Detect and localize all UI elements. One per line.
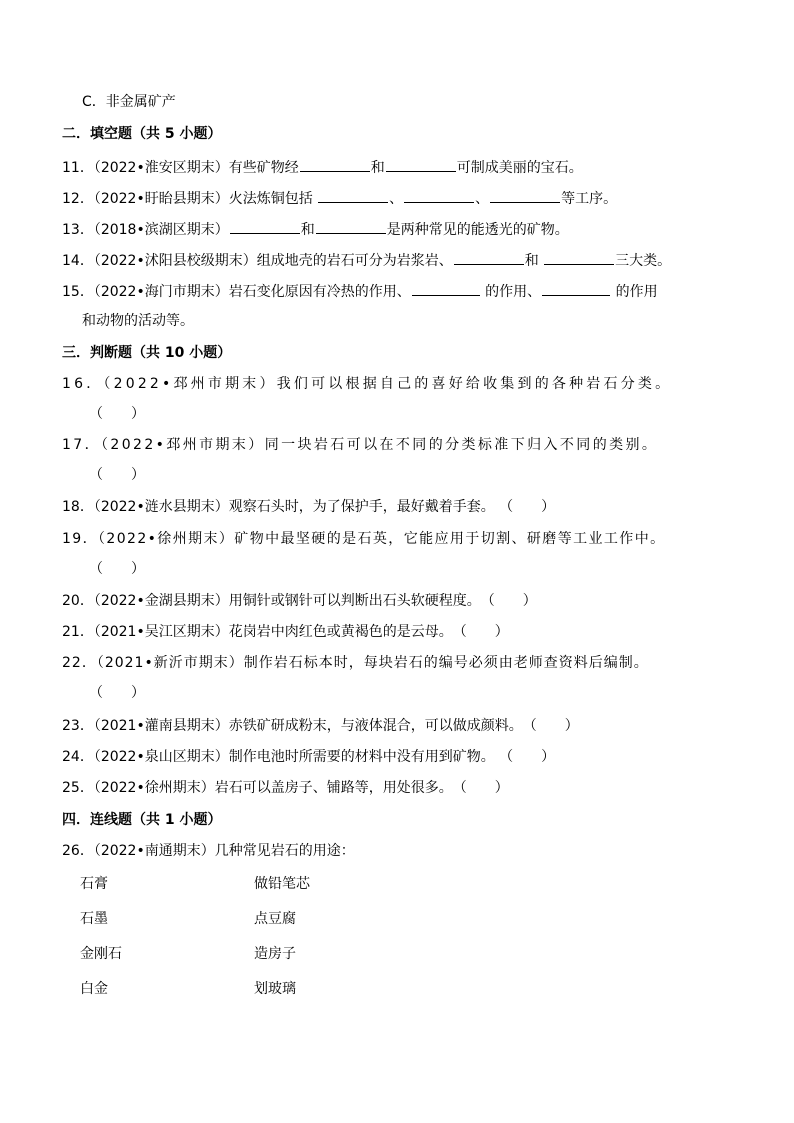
q15-blank-2[interactable] <box>542 280 610 296</box>
q12-suffix: 等工序。 <box>561 191 618 207</box>
q14-mid: 和 <box>524 253 544 269</box>
q11-blank-1[interactable] <box>300 156 370 172</box>
match-left-1[interactable]: 石膏 <box>80 876 108 892</box>
q11-prefix: 11．（2022•淮安区期末）有些矿物经 <box>62 160 299 176</box>
q18-text: 18．（2022•涟水县期末）观察石头时，为了保护手，最好戴着手套。 <box>62 499 495 515</box>
question-23 <box>62 716 579 736</box>
q17-answer-paren[interactable]: （ ） <box>89 467 145 483</box>
question-21 <box>62 622 509 642</box>
q13-suffix: 是两种常见的能透光的矿物。 <box>386 222 569 238</box>
question-15-line-2: 和动物的活动等。 <box>82 313 194 329</box>
question-17: 17．（2022•邳州市期末）同一块岩石可以在不同的分类标准下归入不同的类别。 <box>62 437 659 453</box>
q15-prefix: 15．（2022•海门市期末）岩石变化原因有冷热的作用、 <box>62 284 411 300</box>
q12-blank-1[interactable] <box>318 187 388 203</box>
q14-blank-1[interactable] <box>454 249 524 265</box>
q11-blank-2[interactable] <box>386 156 456 172</box>
q20-text: 20．（2022•金湖县期末）用铜针或钢针可以判断出石头软硬程度。 <box>62 593 481 609</box>
q15-mid: 的作用、 <box>480 284 542 300</box>
q20-answer-paren[interactable]: （ ） <box>480 593 537 609</box>
q19-answer-paren[interactable]: （ ） <box>89 561 145 577</box>
q14-suffix: 三大类。 <box>615 253 672 269</box>
q24-answer-paren[interactable]: （ ） <box>499 749 556 765</box>
q22-answer-paren[interactable]: （ ） <box>89 685 145 701</box>
q15-suffix: 的作用 <box>611 284 658 300</box>
question-18 <box>62 497 555 517</box>
q12-prefix: 12．（2022•盱眙县期末）火法炼铜包括 <box>62 191 318 207</box>
q13-mid: 和 <box>300 222 315 238</box>
q23-text: 23．（2021•灌南县期末）赤铁矿研成粉末，与液体混合，可以做成颜料。 <box>62 718 523 734</box>
question-11 <box>62 156 583 178</box>
q18-answer-paren[interactable]: （ ） <box>499 499 556 515</box>
q12-blank-2[interactable] <box>404 187 474 203</box>
q13-blank-2[interactable] <box>316 218 386 234</box>
q25-answer-paren[interactable]: （ ） <box>452 780 509 796</box>
q11-mid: 和 <box>370 160 385 176</box>
question-22: 22．（2021•新沂市期末）制作岩石标本时，每块岩石的编号必须由老师查资料后编制。 <box>62 655 649 671</box>
section-judgement-title: 三．判断题（共 10 小题） <box>62 345 232 361</box>
question-14 <box>62 249 671 271</box>
q21-answer-paren[interactable]: （ ） <box>452 624 509 640</box>
q16-answer-paren[interactable]: （ ） <box>89 406 145 422</box>
q12-sep-1: 、 <box>389 191 404 207</box>
match-right-4[interactable]: 划玻璃 <box>254 981 296 997</box>
q14-blank-2[interactable] <box>544 249 614 265</box>
match-right-2[interactable]: 点豆腐 <box>254 911 296 927</box>
question-26: 26．（2022•南通期末）几种常见岩石的用途： <box>62 843 355 859</box>
question-24 <box>62 747 555 767</box>
match-right-1[interactable]: 做铅笔芯 <box>254 876 310 892</box>
q24-text: 24．（2022•泉山区期末）制作电池时所需要的材料中没有用到矿物。 <box>62 749 495 765</box>
question-12 <box>62 187 617 209</box>
section-fill-blank-title: 二．填空题（共 5 小题） <box>62 126 222 142</box>
section-matching-title: 四．连线题（共 1 小题） <box>62 812 222 828</box>
match-left-2[interactable]: 石墨 <box>80 911 108 927</box>
match-right-3[interactable]: 造房子 <box>254 946 296 962</box>
question-15 <box>62 280 658 302</box>
match-left-4[interactable]: 白金 <box>80 981 108 997</box>
q11-suffix: 可制成美丽的宝石。 <box>456 160 583 176</box>
question-25 <box>62 778 509 798</box>
q21-text: 21．（2021•吴江区期末）花岗岩中肉红色或黄褐色的是云母。 <box>62 624 453 640</box>
question-16: 16．（2022•邳州市期末）我们可以根据自己的喜好给收集到的各种岩石分类。 <box>62 376 673 392</box>
q12-sep-2: 、 <box>475 191 490 207</box>
question-19: 19．（2022•徐州期末）矿物中最坚硬的是石英，它能应用于切割、研磨等工业工作中。 <box>62 531 666 547</box>
q13-prefix: 13．（2018•滨湖区期末） <box>62 222 229 238</box>
match-left-3[interactable]: 金刚石 <box>80 946 122 962</box>
q13-blank-1[interactable] <box>230 218 300 234</box>
q23-answer-paren[interactable]: （ ） <box>522 718 579 734</box>
question-13 <box>62 218 569 240</box>
q14-prefix: 14．（2022•沭阳县校级期末）组成地壳的岩石可分为岩浆岩、 <box>62 253 453 269</box>
question-20 <box>62 591 537 611</box>
option-c: C．非金属矿产 <box>82 94 176 110</box>
q12-blank-3[interactable] <box>490 187 560 203</box>
q15-blank-1[interactable] <box>412 280 480 296</box>
q25-text: 25．（2022•徐州期末）岩石可以盖房子、铺路等，用处很多。 <box>62 780 453 796</box>
